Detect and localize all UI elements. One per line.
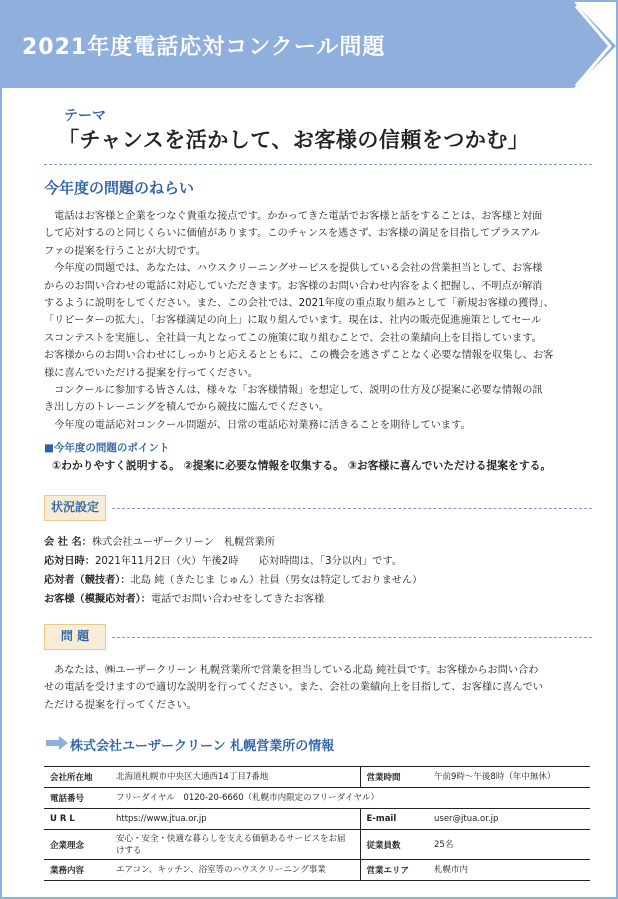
aim-line: スコンテストを実施し、全社員一丸となってこの施策に取り組むことで、会社の業績向上を目指しています。 (44, 332, 542, 344)
aim-line: 「リピーターの拡大」、「お客様満足の向上」に取り組んでいます。現在は、社内の販売促進施策としてセール (44, 315, 542, 327)
aim-line: コンクールに参加する皆さんは、様々な「お客様情報」を想定して、説明の仕方及び提案に必要な情報の訊 (44, 385, 543, 397)
table-label: E-mail (360, 809, 428, 830)
situation-row-customer (44, 590, 324, 605)
aim-line: 今年度の電話応対コンクール問題が、日常の電話応対業務に活きることを期待しています。 (44, 419, 471, 431)
situation-label: 会 社 名： (44, 537, 92, 548)
problem-divider (112, 637, 592, 638)
aim-line: 電話はお客様と企業をつなぐ貴重な接点です。かかってきた電話でお客様と話をすることは、お客様と対面 (44, 211, 543, 222)
table-value: 北海道札幌市中央区大通西14丁目7番地 (110, 767, 360, 788)
problem-line: せの電話を受けますので適切な説明を行ってください。また、会社の業績向上を目指して、お客様に喜んでい (44, 682, 543, 694)
problem-paragraph (44, 662, 596, 714)
table-value: https://www.jtua.or.jp (110, 809, 360, 830)
aim-line: からのお問い合わせの電話に対応していただきます。お客様のお問い合わせ内容をよく把握し、不明点が解消 (44, 280, 543, 292)
table-row (44, 809, 590, 830)
table-label: 従業員数 (360, 830, 428, 860)
situation-value: 2021年11月2日（火）午後2時 応対時間は、「3分以内」です。 (94, 556, 403, 567)
table-label: 業務内容 (44, 860, 110, 881)
table-value: user@jtua.or.jp (428, 809, 590, 830)
company-info-table (44, 766, 590, 881)
theme-divider (44, 164, 592, 165)
theme-label: テーマ (64, 108, 106, 124)
aim-paragraph (44, 208, 596, 434)
header-arrow-shape (530, 0, 618, 92)
situation-divider (112, 508, 592, 509)
table-value: 安心・安全・快適な暮らしを支える価値あるサービスをお届けする (110, 830, 360, 860)
table-value: 札幌市内 (428, 860, 590, 881)
points-heading: ■今年度の問題のポイント (44, 442, 170, 454)
page-title: 2021年度電話応対コンクール問題 (22, 35, 386, 60)
table-row (44, 788, 590, 809)
problem-line: あなたは、㈱ユーザークリーン 札幌営業所で営業を担当している北島 純社員です。お客様からお問い合わ (44, 665, 539, 676)
points-list: ①わかりやすく説明する。 ②提案に必要な情報を収集する。 ③お客様に喜んでいただける提案をする。 (52, 459, 552, 472)
table-label: 企業理念 (44, 830, 110, 860)
situation-label: 応対者（競技者）： (44, 575, 131, 586)
table-value: エアコン、キッチン、浴室等のハウスクリーニング事業 (110, 860, 360, 881)
aim-line: するように説明をしてください。また、この会社では、2021年度の重点取り組みとして「新規お客様の獲得」、 (44, 298, 554, 310)
situation-row-responder (44, 571, 422, 586)
table-value: フリーダイヤル 0120-20-6660（札幌市内限定のフリーダイヤル） (110, 788, 590, 809)
table-value: 25名 (428, 830, 590, 860)
table-label: 会社所在地 (44, 767, 110, 788)
table-label: 営業時間 (360, 767, 428, 788)
problem-badge: 問 題 (44, 624, 106, 650)
aim-line: ファの提案を行うことが大切です。 (44, 245, 206, 257)
situation-value: 株式会社ユーザークリーン 札幌営業所 (91, 537, 276, 548)
situation-value: 北島 純（きたじま じゅん）社員（男女は特定しておりません） (130, 575, 423, 586)
aim-line: して応対するのと同じくらいに価値があります。このチャンスを逃さず、お客様の満足を目指してプラスアル (44, 228, 541, 240)
situation-label: お客様（模擬応対者）： (44, 594, 151, 605)
table-value: 午前9時〜午後8時（年中無休） (428, 767, 590, 788)
table-row (44, 860, 590, 881)
situation-row-datetime (44, 552, 402, 567)
problem-line: ただける提案を行ってください。 (44, 699, 197, 711)
arrow-right-icon (46, 736, 68, 750)
table-label: 電話番号 (44, 788, 110, 809)
table-label: U R L (44, 809, 110, 830)
aim-line: お客様からのお問い合わせにしっかりと応えるとともに、この機会を逃さずことなく必要な情報を収集し、お客 (44, 350, 554, 362)
situation-label: 応対日時： (44, 556, 95, 567)
situation-value: 電話でお問い合わせをしてきたお客様 (150, 594, 325, 605)
situation-row-company (44, 533, 275, 548)
aim-line: 様に喜んでいただける提案を行ってください。 (44, 367, 258, 379)
table-row (44, 830, 590, 860)
table-label: 営業エリア (360, 860, 428, 881)
situation-badge: 状況設定 (44, 495, 106, 521)
aim-line: き出し方のトレーニングを積んでから競技に臨んでください。 (44, 402, 330, 414)
aim-line: 今年度の問題では、あなたは、ハウスクリーニングサービスを提供している会社の営業担当として、お客様 (44, 263, 543, 275)
company-heading: 株式会社ユーザークリーン 札幌営業所の情報 (70, 739, 335, 754)
theme-title: 「チャンスを活かして、お客様の信頼をつかむ」 (58, 128, 530, 152)
table-row (44, 767, 590, 788)
aim-heading: 今年度の問題のねらい (44, 179, 195, 197)
